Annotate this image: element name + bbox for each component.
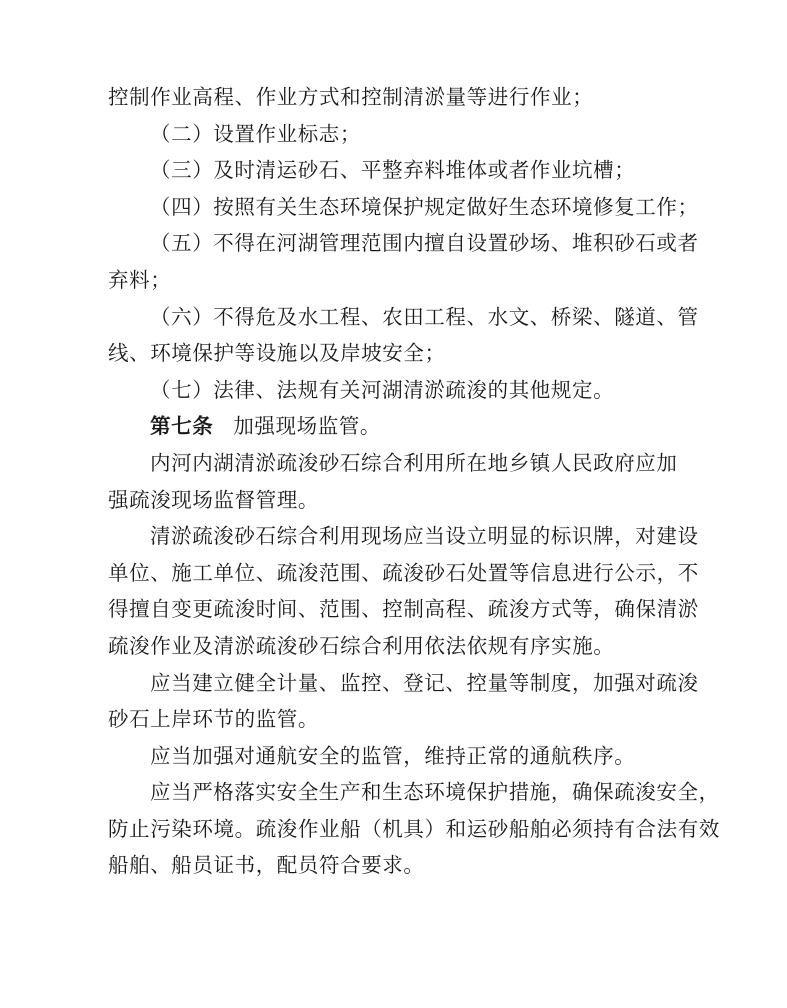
text-line: 防止污染环境。疏浚作业船（机具）和运砂船舶必须持有合法有效 bbox=[108, 816, 720, 841]
list-item-7: （七）法律、法规有关河湖清淤疏浚的其他规定。 bbox=[150, 377, 615, 402]
paragraph-line: 清淤疏浚砂石综合利用现场应当设立明显的标识牌，对建设 bbox=[150, 524, 699, 549]
list-item-3: （三）及时清运砂石、平整弃料堆体或者作业坑槽； bbox=[150, 158, 636, 183]
text-line: 弃料； bbox=[108, 267, 172, 292]
article-title: 加强现场监管。 bbox=[233, 414, 382, 439]
paragraph-line: 应当严格落实安全生产和生态环境保护措施，确保疏浚安全， bbox=[150, 780, 720, 805]
article-number: 第七条 bbox=[150, 414, 214, 439]
paragraph-line: 应当加强对通航安全的监管，维持正常的通航秩序。 bbox=[150, 743, 636, 768]
list-item-4: （四）按照有关生态环境保护规定做好生态环境修复工作； bbox=[150, 194, 699, 219]
paragraph-line: 内河内湖清淤疏浚砂石综合利用所在地乡镇人民政府应加 bbox=[150, 450, 678, 475]
article-heading bbox=[108, 408, 698, 445]
text-line: 船舶、船员证书，配员符合要求。 bbox=[108, 853, 425, 878]
text-line: 疏浚作业及清淤疏浚砂石综合利用依法依规有序实施。 bbox=[108, 633, 615, 658]
text-line: 强疏浚现场监督管理。 bbox=[108, 487, 319, 512]
text-line: 得擅自变更疏浚时间、范围、控制高程、疏浚方式等，确保清淤 bbox=[108, 597, 699, 622]
text-line: 砂石上岸环节的监管。 bbox=[108, 707, 319, 732]
text-line: 单位、施工单位、疏浚范围、疏浚砂石处置等信息进行公示，不 bbox=[108, 560, 699, 585]
paragraph-line: 应当建立健全计量、监控、登记、控量等制度，加强对疏浚 bbox=[150, 670, 699, 695]
list-item-2: （二）设置作业标志； bbox=[150, 121, 361, 146]
list-item-6: （六）不得危及水工程、农田工程、水文、桥梁、隧道、管 bbox=[150, 304, 699, 329]
list-item-5: （五）不得在河湖管理范围内擅自设置砂场、堆积砂石或者 bbox=[150, 231, 699, 256]
text-line: 线、环境保护等设施以及岸坡安全； bbox=[108, 341, 446, 366]
document-body bbox=[108, 79, 720, 884]
text-line: 控制作业高程、作业方式和控制清淤量等进行作业； bbox=[108, 85, 594, 109]
